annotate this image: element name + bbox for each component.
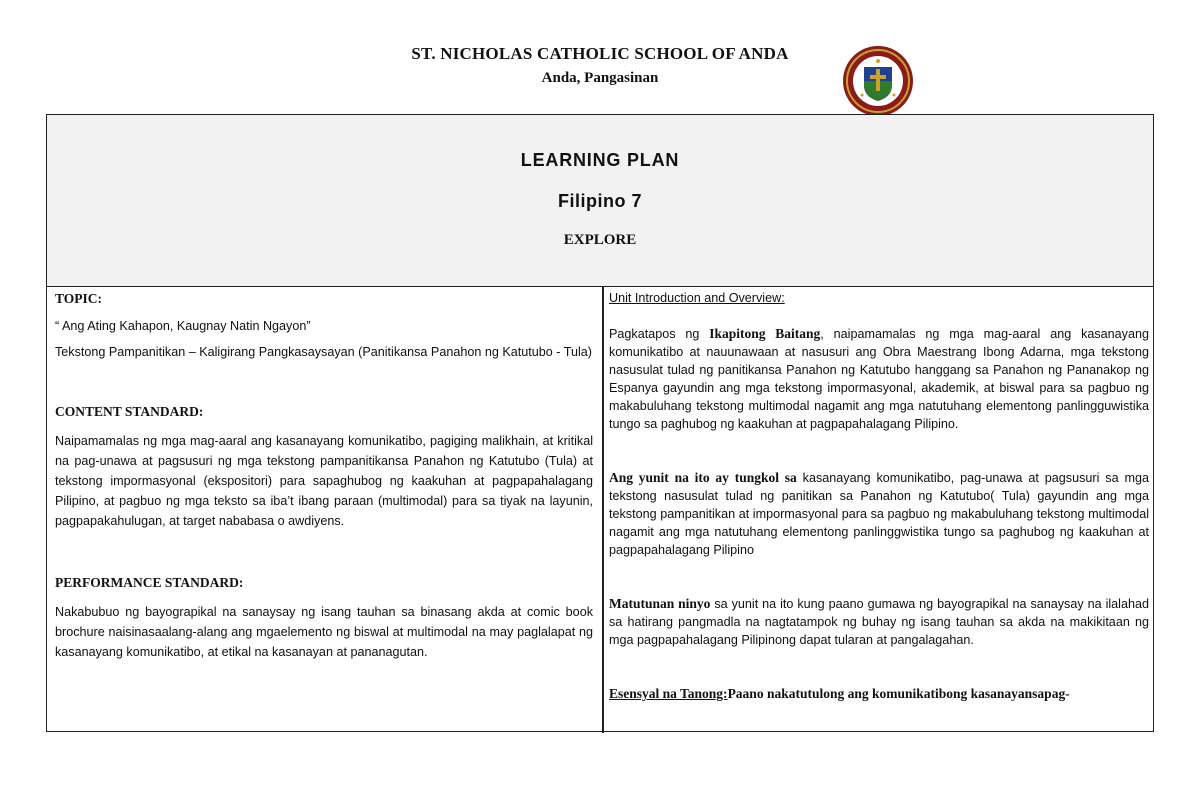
essential-question [609, 685, 1149, 703]
content-standard-text: Naipamamalas ng mga mag-aaral ang kasanayang komunikatibo, pagiging malikhain, at kritikal na pag-unawa at pagsusuri ng mga tekstong pampanitikansa Panahon ng Katutubo (Tula) at tekstong impormasyonal (ekspositori) para sapaghubog ng kaakuhan at pagpapahalagang Pilipino, at pagbuo ng mga teksto sa iba’t ibang paraan (multimodal) para sa tiyak na layunin, pagpapakahulugan, at target nababasa o awdiyens. [55, 434, 593, 528]
intro-grade: Ikapitong Baitang [709, 326, 821, 341]
document-header [0, 44, 1200, 87]
right-column [609, 289, 1149, 703]
learning-plan-table [46, 114, 1154, 732]
content-standard-label: CONTENT STANDARD: [55, 404, 204, 419]
learn-body: sa yunit na ito kung paano gumawa ng bayograpikal na sanaysay na ilalahad sa hatirang pangmadla na nagtatampok ng buhay ng isang tauhan sa akda na makikitaan ng mga pagpapahalagang Pilipinong dapat tularan at pangalagahan. [609, 597, 1149, 647]
learn-text [609, 595, 1149, 649]
performance-standard-label: PERFORMANCE STANDARD: [55, 575, 244, 590]
learn-lead: Matutunan ninyo [609, 596, 711, 611]
school-location: Anda, Pangasinan [541, 70, 659, 86]
plan-phase: EXPLORE [563, 232, 637, 248]
intro-pre: Pagkatapos ng [609, 327, 710, 341]
unit-about-text [609, 469, 1149, 559]
unit-intro-text [609, 325, 1149, 433]
school-name: ST. NICHOLAS CATHOLIC SCHOOL OF ANDA [411, 44, 789, 63]
essential-question-label: Esensyal na Tanong: [609, 686, 728, 701]
plan-subject: Filipino 7 [558, 191, 642, 211]
essential-question-text: Paano nakatutulong ang komunikatibong kasanayansapag- [727, 686, 1070, 701]
left-column [55, 289, 593, 662]
school-seal-icon [842, 45, 914, 117]
topic-label: TOPIC: [55, 291, 103, 306]
unit-intro-label: Unit Introduction and Overview: [609, 291, 785, 305]
unit-about-body: kasanayang komunikatibo, pag-unawa at pagsusuri sa mga tekstong nasusulat tulad ng panitikan sa Panahon ng Katutubo( Tula) gayundin ang mga tekstong pampanitikan at impormasyonal para sa pagbuo ng makabuluhang tekstong multimodal nagamit ang mga natutuhang elementong panlinggwistika tungo sa paghubog ng kaakuhan at pagpapahalagang Pilipino [609, 471, 1149, 557]
unit-about-lead: Ang yunit na ito ay tungkol sa [609, 470, 797, 485]
performance-standard-text: Nakabubuo ng bayograpikal na sanaysay ng isang tauhan sa binasang akda at comic book brochure naisinasaalang-alang ang mgaelemento ng biswal at multimodal na may paglalapat ng kasanayang komunikatibo, at etikal na kasanayan at pananagutan. [55, 605, 593, 659]
column-divider [602, 287, 604, 733]
intro-body: , naipamamalas ng mga mag-aaral ang kasanayang komunikatibo at nauunawaan at nasusuri ang Obra Maestrang Ibong Adarna, mga tekstong nasusulat tulad ng panitikansa Panahon ng Katutubo hanggang sa Panahon ng Pananakop ng Espanya gayundin ang mga tekstong impormasyonal, akademik, at biswal para sa pagbuo ng makabuluhang tekstong multimodal nagamit ang mga natutuhang elementong panlingguwistika tungo sa paghubog ng kaakuhan at pagpapahalagang Pilipino. [609, 327, 1149, 431]
title-block [47, 115, 1153, 287]
topic-description: Tekstong Pampanitikan – Kaligirang Pangkasaysayan (Panitikansa Panahon ng Katutubo - Tula) [55, 345, 592, 359]
topic-title: “ Ang Ating Kahapon, Kaugnay Natin Ngayon” [55, 319, 311, 333]
plan-title: LEARNING PLAN [520, 150, 680, 170]
